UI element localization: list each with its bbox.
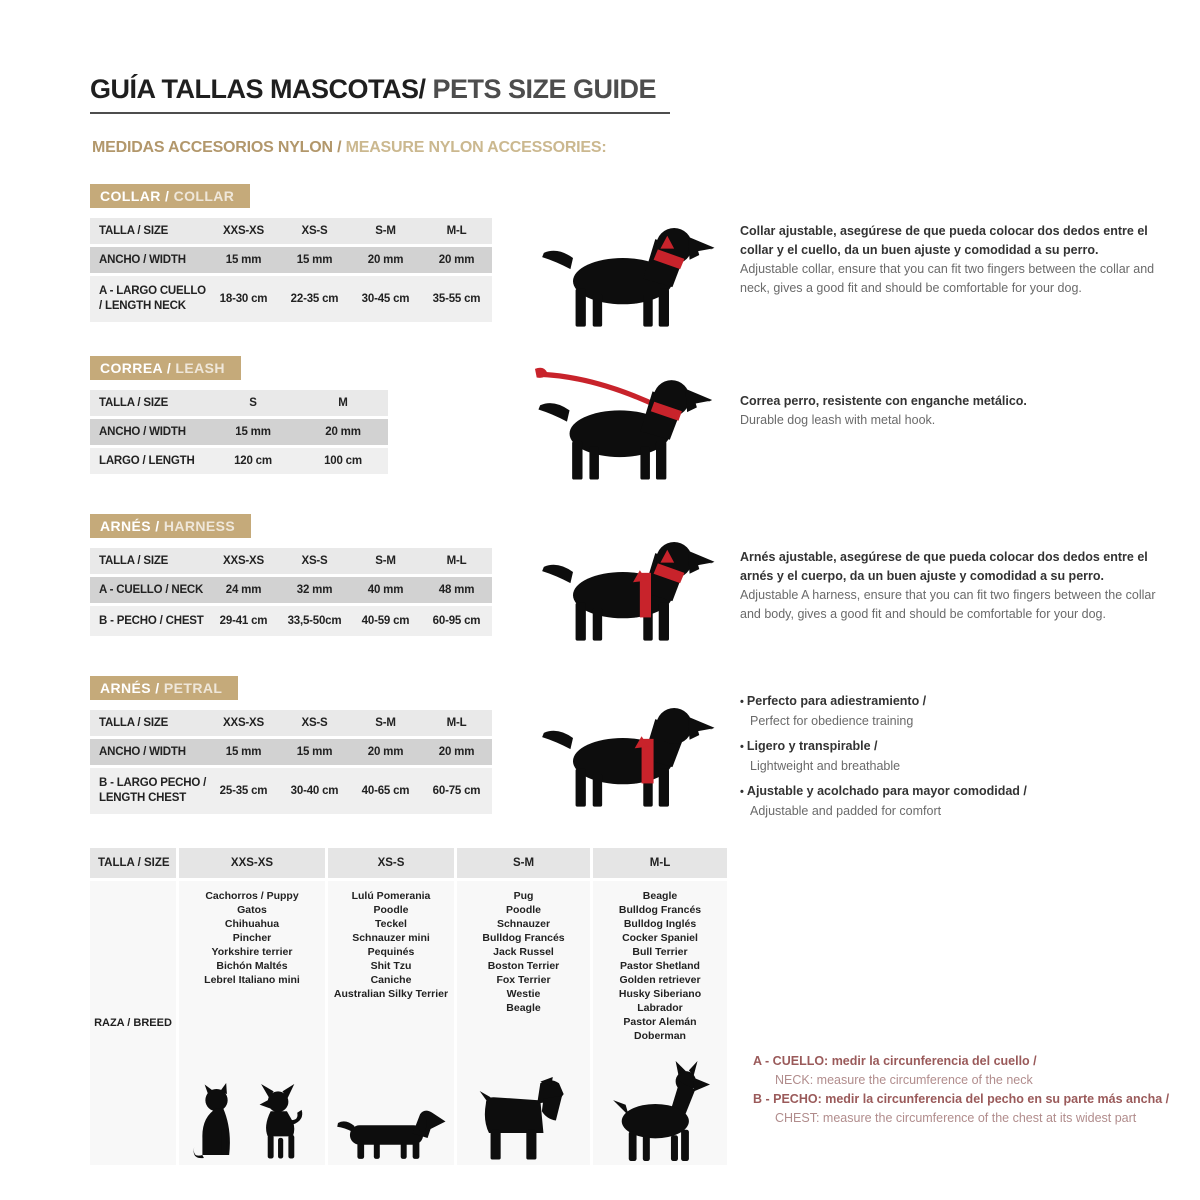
- breed-item: Pequinés: [367, 946, 415, 958]
- collar-col-m-l: M-L: [446, 225, 467, 237]
- dog-leash-icon: [524, 362, 724, 483]
- petral-table-header-row: [90, 710, 492, 736]
- harness-chest-sm: 40-59 cm: [361, 615, 410, 627]
- petral-chest-ml: 60-75 cm: [432, 785, 481, 797]
- petral-table: [90, 710, 492, 814]
- collar-neck-row: [90, 276, 492, 322]
- breed-item: Teckel: [375, 918, 407, 930]
- collar-badge-en: COLLAR: [173, 188, 235, 204]
- petral-width-xxs: 15 mm: [225, 746, 262, 758]
- note-neck-es: A - CUELLO: medir la circunferencia del cuello /: [753, 1054, 1037, 1068]
- page-title: [90, 74, 670, 114]
- harness-chest-ml: 60-95 cm: [432, 615, 481, 627]
- petral-chest-xs: 30-40 cm: [290, 785, 339, 797]
- breed-item: Doberman: [634, 1030, 686, 1042]
- collar-width-sm: 20 mm: [367, 254, 404, 266]
- collar-width-xxs: 15 mm: [225, 254, 262, 266]
- breed-item: Labrador: [637, 1002, 683, 1014]
- leash-col-m: M: [338, 397, 348, 409]
- leash-width-label: ANCHO / WIDTH: [99, 426, 186, 438]
- harness-table: [90, 548, 492, 636]
- collar-section-badge: [90, 184, 250, 208]
- harness-table-header-row: [90, 548, 492, 574]
- leash-width-s: 15 mm: [235, 426, 271, 438]
- petral-col-xxs-xs: XXS-XS: [223, 717, 264, 729]
- breed-item: Australian Silky Terrier: [333, 988, 449, 1000]
- subtitle-es: MEDIDAS ACCESORIOS NYLON /: [92, 139, 346, 156]
- leash-length-label: LARGO / LENGTH: [99, 455, 195, 467]
- breed-item: Cachorros / Puppy: [205, 890, 299, 902]
- breed-item: Schnauzer: [496, 918, 551, 930]
- petral-badge-es: ARNÉS /: [100, 680, 164, 696]
- breed-item: Gatos: [237, 904, 267, 916]
- breeds-cell-m-l: [593, 881, 727, 1165]
- leash-length-s: 120 cm: [234, 455, 272, 467]
- subtitle-en: MEASURE NYLON ACCESSORIES:: [345, 139, 607, 156]
- breeds-list-s-m: [457, 889, 590, 1015]
- leash-table: [90, 390, 388, 474]
- chihuahua-icon: [250, 1083, 312, 1161]
- breeds-cell-xs-s: [328, 881, 454, 1165]
- dog-petral-icon: [528, 690, 726, 810]
- petral-chest-sm: 40-65 cm: [361, 785, 410, 797]
- breed-item: Shit Tzu: [370, 960, 412, 972]
- breed-item: Cocker Spaniel: [622, 932, 698, 944]
- petral-bullet-1: [740, 692, 1172, 731]
- petral-col-m-l: M-L: [446, 717, 467, 729]
- leash-desc-en: Durable dog leash with metal hook.: [740, 413, 936, 427]
- harness-col-s-m: S-M: [375, 555, 396, 567]
- breed-item: Lebrel Italiano mini: [204, 974, 300, 986]
- leash-length-m: 100 cm: [324, 455, 362, 467]
- breed-item: Jack Russel: [493, 946, 554, 958]
- collar-width-row: [90, 247, 492, 273]
- collar-col-xxs-xs: XXS-XS: [223, 225, 264, 237]
- harness-desc-en: Adjustable A harness, ensure that you can fit two fingers between the collar and body, gives a good fit and should be comfortable for your dog.: [740, 588, 1156, 621]
- harness-col-size: TALLA / SIZE: [99, 555, 169, 567]
- breed-item: Poodle: [505, 904, 541, 916]
- petral-width-row: [90, 739, 492, 765]
- harness-section-badge: [90, 514, 251, 538]
- petral-col-size: TALLA / SIZE: [99, 717, 169, 729]
- cat-icon: [192, 1083, 244, 1161]
- breeds-table: [90, 848, 727, 1165]
- harness-neck-xs: 32 mm: [296, 584, 333, 596]
- collar-badge-es: COLLAR /: [100, 188, 174, 204]
- breeds-col-xs-s: XS-S: [328, 848, 454, 878]
- breeds-cell-s-m: [457, 881, 590, 1165]
- harness-chest-xxs: 29-41 cm: [219, 615, 268, 627]
- collar-width-label: ANCHO / WIDTH: [99, 254, 186, 266]
- harness-badge-es: ARNÉS /: [100, 518, 164, 534]
- breeds-col-size: TALLA / SIZE: [90, 848, 176, 878]
- petral-col-s-m: S-M: [375, 717, 396, 729]
- note-chest-en: CHEST: measure the circumference of the chest at its widest part: [775, 1111, 1137, 1125]
- harness-neck-xxs: 24 mm: [225, 584, 262, 596]
- leash-desc-es: Correa perro, resistente con enganche metálico.: [740, 394, 1027, 408]
- breed-item: Golden retriever: [619, 974, 701, 986]
- collar-description: [740, 222, 1172, 298]
- petral-bullet-1-en: Perfect for obedience training: [750, 714, 914, 728]
- schnauzer-icon: [478, 1077, 570, 1161]
- page-subtitle: [92, 139, 607, 157]
- breeds-list-m-l: [593, 889, 727, 1043]
- harness-neck-sm: 40 mm: [367, 584, 404, 596]
- harness-description: [740, 548, 1178, 624]
- petral-width-sm: 20 mm: [367, 746, 404, 758]
- page-title-es: GUÍA TALLAS MASCOTAS/: [90, 74, 426, 104]
- breed-item: Caniche: [370, 974, 412, 986]
- breeds-col-xxs-xs: XXS-XS: [179, 848, 325, 878]
- note-neck-en: NECK: measure the circumference of the neck: [775, 1073, 1033, 1087]
- collar-neck-label: A - LARGO CUELLO / LENGTH NECK: [99, 285, 206, 312]
- collar-table-header-row: [90, 218, 492, 244]
- collar-width-ml: 20 mm: [438, 254, 475, 266]
- harness-neck-ml: 48 mm: [438, 584, 475, 596]
- breed-item: Yorkshire terrier: [211, 946, 293, 958]
- petral-chest-xxs: 25-35 cm: [219, 785, 268, 797]
- dachshund-icon: [335, 1103, 447, 1161]
- petral-chest-row: [90, 768, 492, 814]
- petral-bullet-2: [740, 737, 1172, 776]
- leash-col-s: S: [249, 397, 257, 409]
- measurement-notes: [753, 1052, 1195, 1128]
- collar-col-size: TALLA / SIZE: [99, 225, 169, 237]
- petral-bullet-2-es: • Ligero y transpirable /: [740, 737, 1172, 757]
- collar-neck-xxs: 18-30 cm: [219, 293, 268, 305]
- leash-length-row: [90, 448, 388, 474]
- dog-harness-icon: [528, 524, 726, 644]
- collar-col-s-m: S-M: [375, 225, 396, 237]
- collar-width-xs: 15 mm: [296, 254, 333, 266]
- breed-item: Poodle: [373, 904, 409, 916]
- harness-desc-es: Arnés ajustable, asegúrese de que pueda colocar dos dedos entre el arnés y el cuerpo, da un buen ajuste y comodidad a su perro.: [740, 550, 1148, 583]
- doberman-icon: [608, 1061, 712, 1161]
- petral-badge-en: PETRAL: [163, 680, 223, 696]
- petral-width-ml: 20 mm: [438, 746, 475, 758]
- petral-bullet-2-en: Lightweight and breathable: [750, 759, 901, 773]
- collar-table: [90, 218, 492, 322]
- petral-section-badge: [90, 676, 238, 700]
- page-title-en: PETS SIZE GUIDE: [425, 74, 657, 104]
- petral-bullet-1-es: • Perfecto para adiestramiento /: [740, 692, 1172, 712]
- leash-width-row: [90, 419, 388, 445]
- breed-item: Lulú Pomerania: [351, 890, 431, 902]
- harness-col-xs-s: XS-S: [301, 555, 328, 567]
- breeds-list-xxs-xs: [179, 889, 325, 987]
- breed-item: Pincher: [232, 932, 272, 944]
- breed-item: Bulldog Francés: [618, 904, 702, 916]
- harness-chest-row: [90, 606, 492, 636]
- breed-item: Husky Siberiano: [618, 988, 702, 1000]
- breed-item: Bichón Maltés: [216, 960, 288, 972]
- petral-width-label: ANCHO / WIDTH: [99, 746, 186, 758]
- breed-item: Chihuahua: [224, 918, 280, 930]
- harness-neck-label: A - CUELLO / NECK: [99, 584, 204, 596]
- breed-item: Bulldog Francés: [482, 932, 565, 944]
- petral-bullet-3: [740, 782, 1172, 821]
- breeds-list-xs-s: [328, 889, 454, 1001]
- collar-neck-ml: 35-55 cm: [432, 293, 481, 305]
- breeds-cell-xxs-xs: [179, 881, 325, 1165]
- petral-bullet-3-es: • Ajustable y acolchado para mayor comodidad /: [740, 782, 1172, 802]
- petral-chest-label: B - LARGO PECHO / LENGTH CHEST: [99, 777, 207, 804]
- breeds-col-m-l: M-L: [593, 848, 727, 878]
- leash-width-m: 20 mm: [325, 426, 361, 438]
- collar-neck-xs: 22-35 cm: [290, 293, 339, 305]
- breed-item: Bull Terrier: [632, 946, 688, 958]
- harness-col-xxs-xs: XXS-XS: [223, 555, 264, 567]
- harness-chest-xs: 33,5-50cm: [287, 615, 342, 627]
- breeds-row-label: RAZA / BREED: [90, 881, 176, 1165]
- leash-section-badge: [90, 356, 241, 380]
- note-chest-es: B - PECHO: medir la circunferencia del pecho en su parte más ancha /: [753, 1092, 1170, 1106]
- breed-item: Westie: [506, 988, 541, 1000]
- dog-collar-icon: [528, 210, 726, 330]
- petral-col-xs-s: XS-S: [301, 717, 328, 729]
- breed-item: Fox Terrier: [496, 974, 551, 986]
- breed-item: Bulldog Inglés: [623, 918, 697, 930]
- leash-col-size: TALLA / SIZE: [99, 397, 169, 409]
- breed-item: Pastor Alemán: [623, 1016, 697, 1028]
- petral-bullets: [740, 692, 1172, 827]
- breed-item: Beagle: [506, 1002, 541, 1014]
- petral-bullet-3-en: Adjustable and padded for comfort: [750, 804, 942, 818]
- breed-item: Pug: [513, 890, 534, 902]
- collar-desc-en: Adjustable collar, ensure that you can fit two fingers between the collar and neck, gives a good fit and should be comfortable for your dog.: [740, 262, 1155, 295]
- collar-neck-sm: 30-45 cm: [361, 293, 410, 305]
- breed-item: Beagle: [642, 890, 678, 902]
- harness-col-m-l: M-L: [446, 555, 467, 567]
- breed-item: Boston Terrier: [487, 960, 560, 972]
- breed-item: Pastor Shetland: [620, 960, 700, 972]
- breed-item: Schnauzer mini: [352, 932, 430, 944]
- leash-description: [740, 392, 1172, 430]
- leash-badge-en: LEASH: [175, 360, 225, 376]
- breeds-col-s-m: S-M: [457, 848, 590, 878]
- harness-neck-row: [90, 577, 492, 603]
- petral-width-xs: 15 mm: [296, 746, 333, 758]
- harness-badge-en: HARNESS: [163, 518, 236, 534]
- collar-desc-es: Collar ajustable, asegúrese de que pueda colocar dos dedos entre el collar y el cuello, da un buen ajuste y comodidad a su perro.: [740, 224, 1148, 257]
- leash-table-header-row: [90, 390, 388, 416]
- leash-badge-es: CORREA /: [100, 360, 176, 376]
- collar-col-xs-s: XS-S: [301, 225, 328, 237]
- harness-chest-label: B - PECHO / CHEST: [99, 615, 204, 627]
